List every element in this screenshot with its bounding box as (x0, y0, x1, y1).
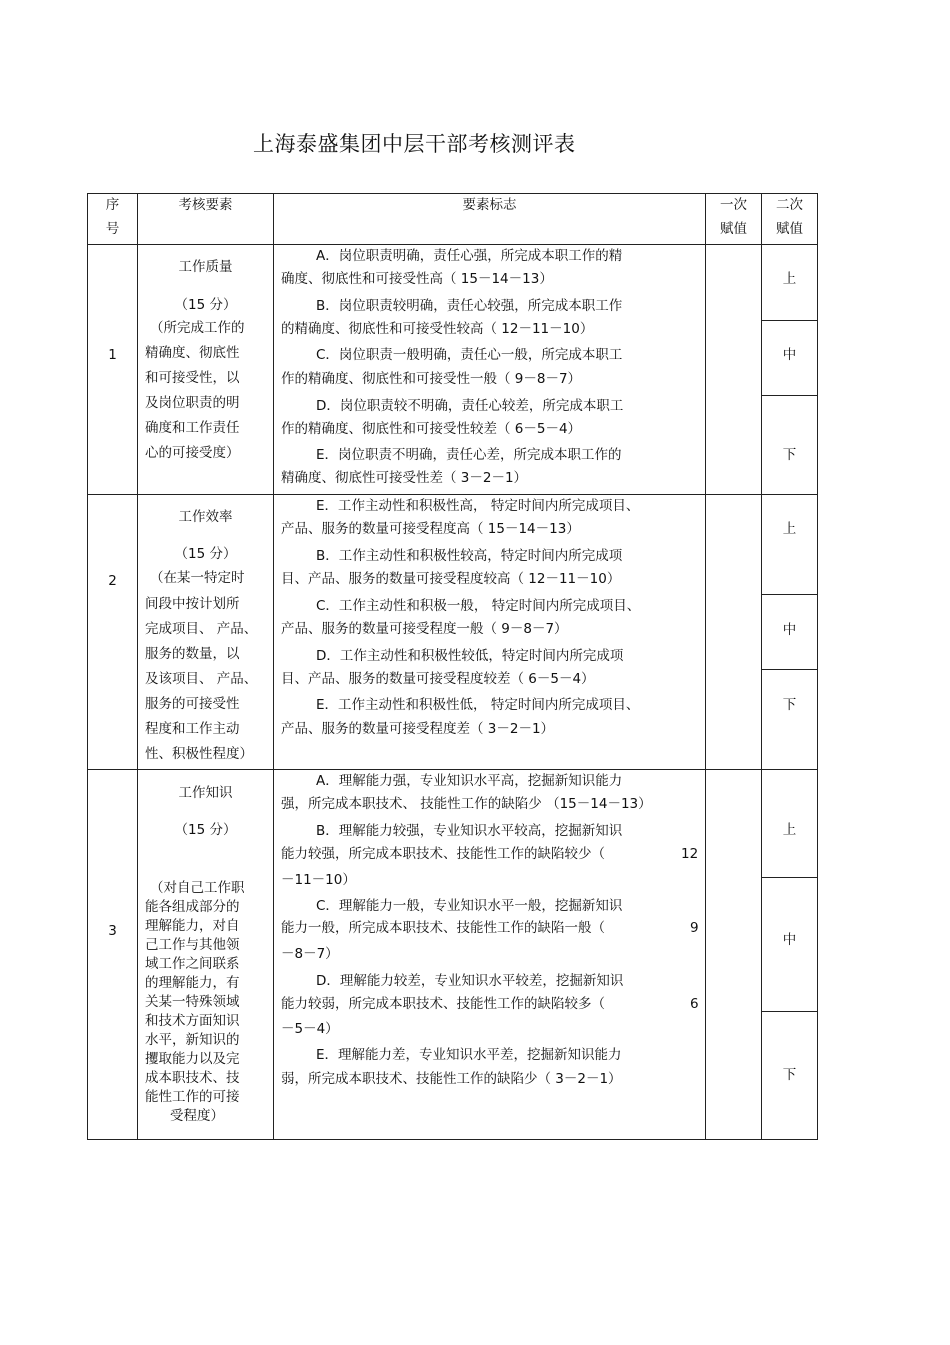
header-second-score (762, 193, 817, 241)
grade-divider (761, 877, 818, 878)
header-seq-line2: 号 (105, 221, 120, 237)
element-desc-line: （所完成工作的 (150, 320, 245, 336)
element-desc-line: 精确度、彻底性 (145, 345, 240, 361)
indicator-line: D．工作主动性和积极性较低，特定时间内所完成项 (316, 648, 624, 664)
element-desc-line: 水平，新知识的 (145, 1032, 240, 1048)
header-divider (87, 244, 818, 245)
element-desc-line: （对自己工作职 (150, 880, 245, 896)
header-seq (88, 193, 137, 241)
row-divider-1 (87, 494, 818, 495)
element-desc-line: 间段中按计划所 (145, 596, 240, 612)
col-divider (705, 193, 706, 1140)
indicator-line: 的精确度、彻底性和可接受性较高（ 12－11－10） (281, 321, 594, 337)
indicator-line: D．理解能力较差，专业知识水平较差，挖掘新知识 (316, 973, 624, 989)
element-desc-line: 心的可接受度） (145, 445, 240, 461)
element-desc-line: 程度和工作主动 (145, 721, 240, 737)
indicator-line: C．理解能力一般，专业知识水平一般，挖掘新知识 (316, 898, 623, 914)
element-desc-line: 及该项目、 产品、 (145, 671, 258, 687)
grade-high: 上 (782, 521, 797, 537)
grade-divider (761, 669, 818, 670)
element-desc-line: 理解能力，对自 (145, 918, 240, 934)
row-number: 3 (108, 923, 117, 939)
indicator-line: 目、产品、服务的数量可接受程度较差（ 6－5－4） (281, 671, 595, 687)
indicator-line: E．岗位职责不明确，责任心差，所完成本职工作的 (316, 447, 622, 463)
indicator-line: C．岗位职责一般明确，责任心一般，所完成本职工 (316, 347, 623, 363)
grade-divider (761, 320, 818, 321)
header-first-line1: 一次 (720, 197, 747, 213)
grade-low: 下 (782, 1067, 797, 1083)
indicator-line: －11－10） (281, 872, 356, 888)
header-seq-line1: 序 (105, 197, 120, 213)
header-element (138, 193, 273, 217)
indicator-line: 作的精确度、彻底性和可接受性较差（ 6－5－4） (281, 421, 582, 437)
indicator-line: C．工作主动性和积极一般， 特定时间内所完成项目、 (316, 598, 641, 614)
grade-low: 下 (782, 447, 797, 463)
element-desc-line: 性、积极性程度） (145, 746, 253, 762)
indicator-line: 产品、服务的数量可接受程度差（ 3－2－1） (281, 721, 555, 737)
element-desc-line: 服务的数量，以 (145, 646, 240, 662)
grade-divider (761, 395, 818, 396)
element-desc-line: （在某一特定时 (150, 570, 245, 586)
indicator-line: 产品、服务的数量可接受程度高（ 15－14－13） (281, 521, 580, 537)
element-desc-line: 确度和工作责任 (145, 420, 240, 436)
header-second-line2: 赋值 (776, 221, 803, 237)
element-desc-line: 服务的可接受性 (145, 696, 240, 712)
header-second-line1: 二次 (776, 197, 803, 213)
grade-divider (761, 594, 818, 595)
element-desc-line: 能各组成部分的 (145, 899, 240, 915)
indicator-line: 产品、服务的数量可接受程度一般（ 9－8－7） (281, 621, 568, 637)
indicator-line: 弱，所完成本职技术、技能性工作的缺陷少（ 3－2－1） (281, 1071, 622, 1087)
element-desc-line: 己工作与其他领 (145, 937, 240, 953)
grade-high: 上 (782, 271, 797, 287)
element-desc-line: 的理解能力，有 (145, 975, 240, 991)
element-desc-line: 关某一特殊领域 (145, 994, 240, 1010)
table-border-right (817, 193, 818, 1140)
indicator-line: 强，所完成本职技术、 技能性工作的缺陷少 （15－14－13） (281, 796, 652, 812)
element-score: （15 分） (174, 297, 237, 313)
grade-mid: 中 (782, 347, 797, 363)
element-desc-line: 和技术方面知识 (145, 1013, 240, 1029)
col-divider (761, 193, 762, 1140)
element-desc-line: 受程度） (170, 1108, 224, 1124)
indicator-line: 确度、彻底性和可接受性高（ 15－14－13） (281, 271, 553, 287)
grade-low: 下 (782, 697, 797, 713)
grade-mid: 中 (782, 622, 797, 638)
indicator-line: 能力较强，所完成本职技术、技能性工作的缺陷较少（ (281, 846, 605, 862)
header-element-label: 考核要素 (178, 197, 233, 213)
indicator-line: －8－7） (281, 946, 339, 962)
element-desc-line: 攫取能力以及完 (145, 1051, 240, 1067)
element-desc-line: 域工作之间联系 (145, 956, 240, 972)
indicator-line: －5－4） (281, 1021, 339, 1037)
indicator-line: A．理解能力强，专业知识水平高，挖掘新知识能力 (316, 773, 623, 789)
grade-high: 上 (782, 822, 797, 838)
element-name: 工作知识 (178, 785, 233, 801)
element-desc-line: 完成项目、 产品、 (145, 621, 258, 637)
element-name: 工作效率 (178, 509, 233, 525)
indicator-line: 精确度、彻底性可接受性差（ 3－2－1） (281, 470, 528, 486)
indicator-line: E．理解能力差，专业知识水平差，挖掘新知识能力 (316, 1047, 622, 1063)
indicator-line: E．工作主动性和积极性低， 特定时间内所完成项目、 (316, 697, 640, 713)
element-score: （15 分） (174, 546, 237, 562)
indicator-line: 作的精确度、彻底性和可接受性一般（ 9－8－7） (281, 371, 582, 387)
header-indicator (274, 193, 705, 217)
indicator-line: E．工作主动性和积极性高， 特定时间内所完成项目、 (316, 498, 640, 514)
score-wrap-number: 12 (681, 846, 699, 862)
indicator-line: B．工作主动性和积极性较高，特定时间内所完成项 (316, 548, 623, 564)
table-border-bottom (87, 1139, 818, 1140)
table-border-left (87, 193, 88, 1140)
indicator-line: 能力一般，所完成本职技术、技能性工作的缺陷一般（ (281, 920, 605, 936)
score-wrap-number: 6 (690, 996, 699, 1012)
indicator-line: D．岗位职责较不明确，责任心较差，所完成本职工 (316, 398, 624, 414)
indicator-line: 目、产品、服务的数量可接受程度较高（ 12－11－10） (281, 571, 621, 587)
element-desc-line: 能性工作的可接 (145, 1089, 240, 1105)
indicator-line: B．理解能力较强，专业知识水平较高，挖掘新知识 (316, 823, 623, 839)
element-desc-line: 成本职技术、技 (145, 1070, 240, 1086)
row-number: 2 (108, 573, 117, 589)
grade-mid: 中 (782, 932, 797, 948)
element-desc-line: 及岗位职责的明 (145, 395, 240, 411)
header-indicator-label: 要素标志 (462, 197, 517, 213)
score-wrap-number: 9 (690, 920, 699, 936)
indicator-line: B．岗位职责较明确，责任心较强，所完成本职工作 (316, 298, 623, 314)
col-divider (137, 193, 138, 1140)
col-divider (273, 193, 274, 1140)
element-desc-line: 和可接受性，以 (145, 370, 240, 386)
indicator-line: A．岗位职责明确，责任心强，所完成本职工作的精 (316, 248, 623, 264)
row-divider-2 (87, 769, 818, 770)
indicator-line: 能力较弱，所完成本职技术、技能性工作的缺陷较多（ (281, 996, 605, 1012)
grade-divider (761, 1011, 818, 1012)
row-number: 1 (108, 347, 117, 363)
header-first-score (706, 193, 761, 241)
header-first-line2: 赋值 (720, 221, 747, 237)
element-score: （15 分） (174, 822, 237, 838)
page-title: 上海泰盛集团中层干部考核测评表 (253, 132, 576, 156)
element-name: 工作质量 (178, 259, 233, 275)
